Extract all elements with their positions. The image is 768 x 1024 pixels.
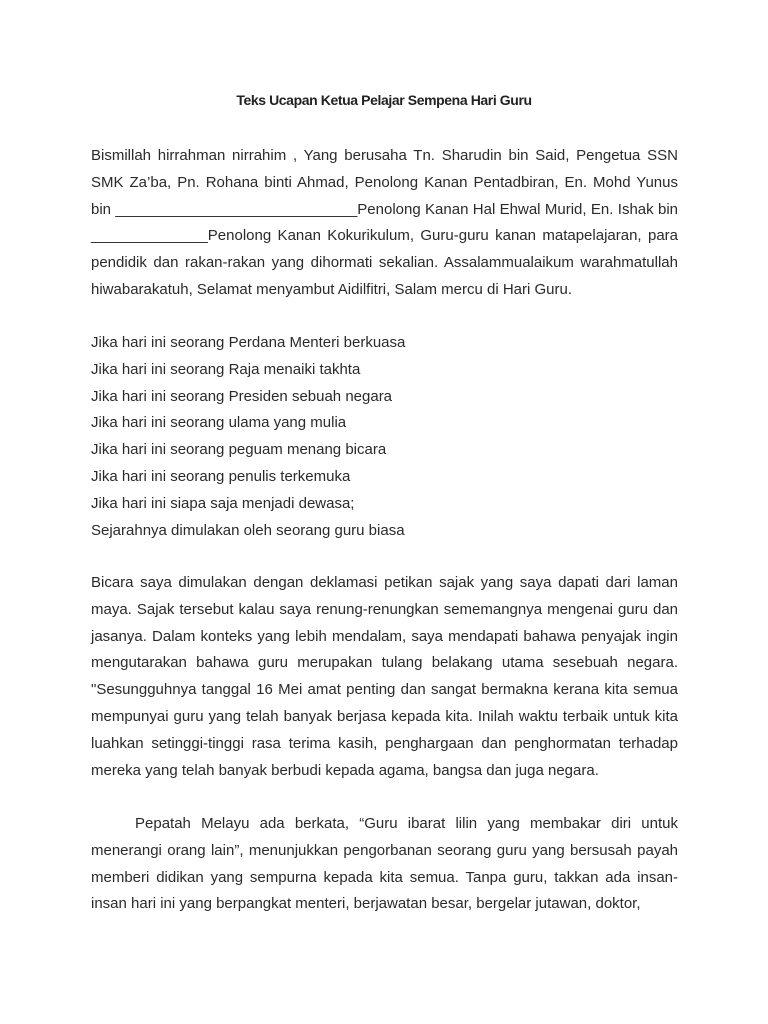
document-title: Teks Ucapan Ketua Pelajar Sempena Hari Guru [236,92,532,108]
opening-paragraph: Bismillah hirrahman nirrahim , Yang berusaha Tn. Sharudin bin Said, Pengetua SSN SMK Za’ba, Pn. Rohana binti Ahmad, Penolong Kanan Pentadbiran, En. Mohd Yunus bin _____________________________Penolong Kanan Hal Ehwal Murid, En. Ishak bin ______________Penolong Kanan Kokurikulum, Guru-guru kanan matapelajaran, para pendidik dan rakan-rakan yang dihormati sekalian. Assalammualaikum warahmatullah hiwabarakatuh, Selamat menyambut Aidilfitri, Salam mercu di Hari Guru. [91,147,678,298]
poem-line: Jika hari ini seorang ulama yang mulia [91,414,347,432]
poem-line: Jika hari ini seorang penulis terkemuka [91,467,351,485]
poem-line: Jika hari ini seorang Perdana Menteri berkuasa [91,334,406,351]
poem [91,330,678,544]
poem-line: Sejarahnya dimulakan oleh seorang guru biasa [91,521,405,539]
poem-line: Jika hari ini seorang Presiden sebuah negara [91,387,393,405]
poem-line: Jika hari ini seorang peguam menang bicara [91,441,387,459]
third-paragraph: Pepatah Melayu ada berkata, “Guru ibarat lilin yang membakar diri untuk menerangi orang lain”, menunjukkan pengorbanan seorang guru yang bersusah payah memberi didikan yang sempurna kepada kita semua. Tanpa guru, takkan ada insan-insan hari ini yang berpangkat menteri, berjawatan besar, bergelar jutawan, doktor, [91,815,678,913]
second-paragraph: Bicara saya dimulakan dengan deklamasi petikan sajak yang saya dapati dari laman maya. Sajak tersebut kalau saya renung-renungkan sememangnya mengenai guru dan jasanya. Dalam konteks yang lebih mendalam, saya mendapati bahawa penyajak ingin mengutarakan bahawa guru merupakan tulang belakang utama sesebuah negara. "Sesungguhnya tanggal 16 Mei amat penting dan sangat bermakna kerana kita semua mempunyai guru yang telah banyak berjasa kepada kita. Inilah waktu terbaik untuk kita luahkan setinggi-tinggi rasa terima kasih, penghargaan dan penghormatan terhadap mereka yang telah banyak berbudi kepada agama, bangsa dan juga negara. [91,574,678,779]
poem-line: Jika hari ini seorang Raja menaiki takhta [91,360,361,378]
poem-line: Jika hari ini siapa saja menjadi dewasa; [91,494,355,512]
